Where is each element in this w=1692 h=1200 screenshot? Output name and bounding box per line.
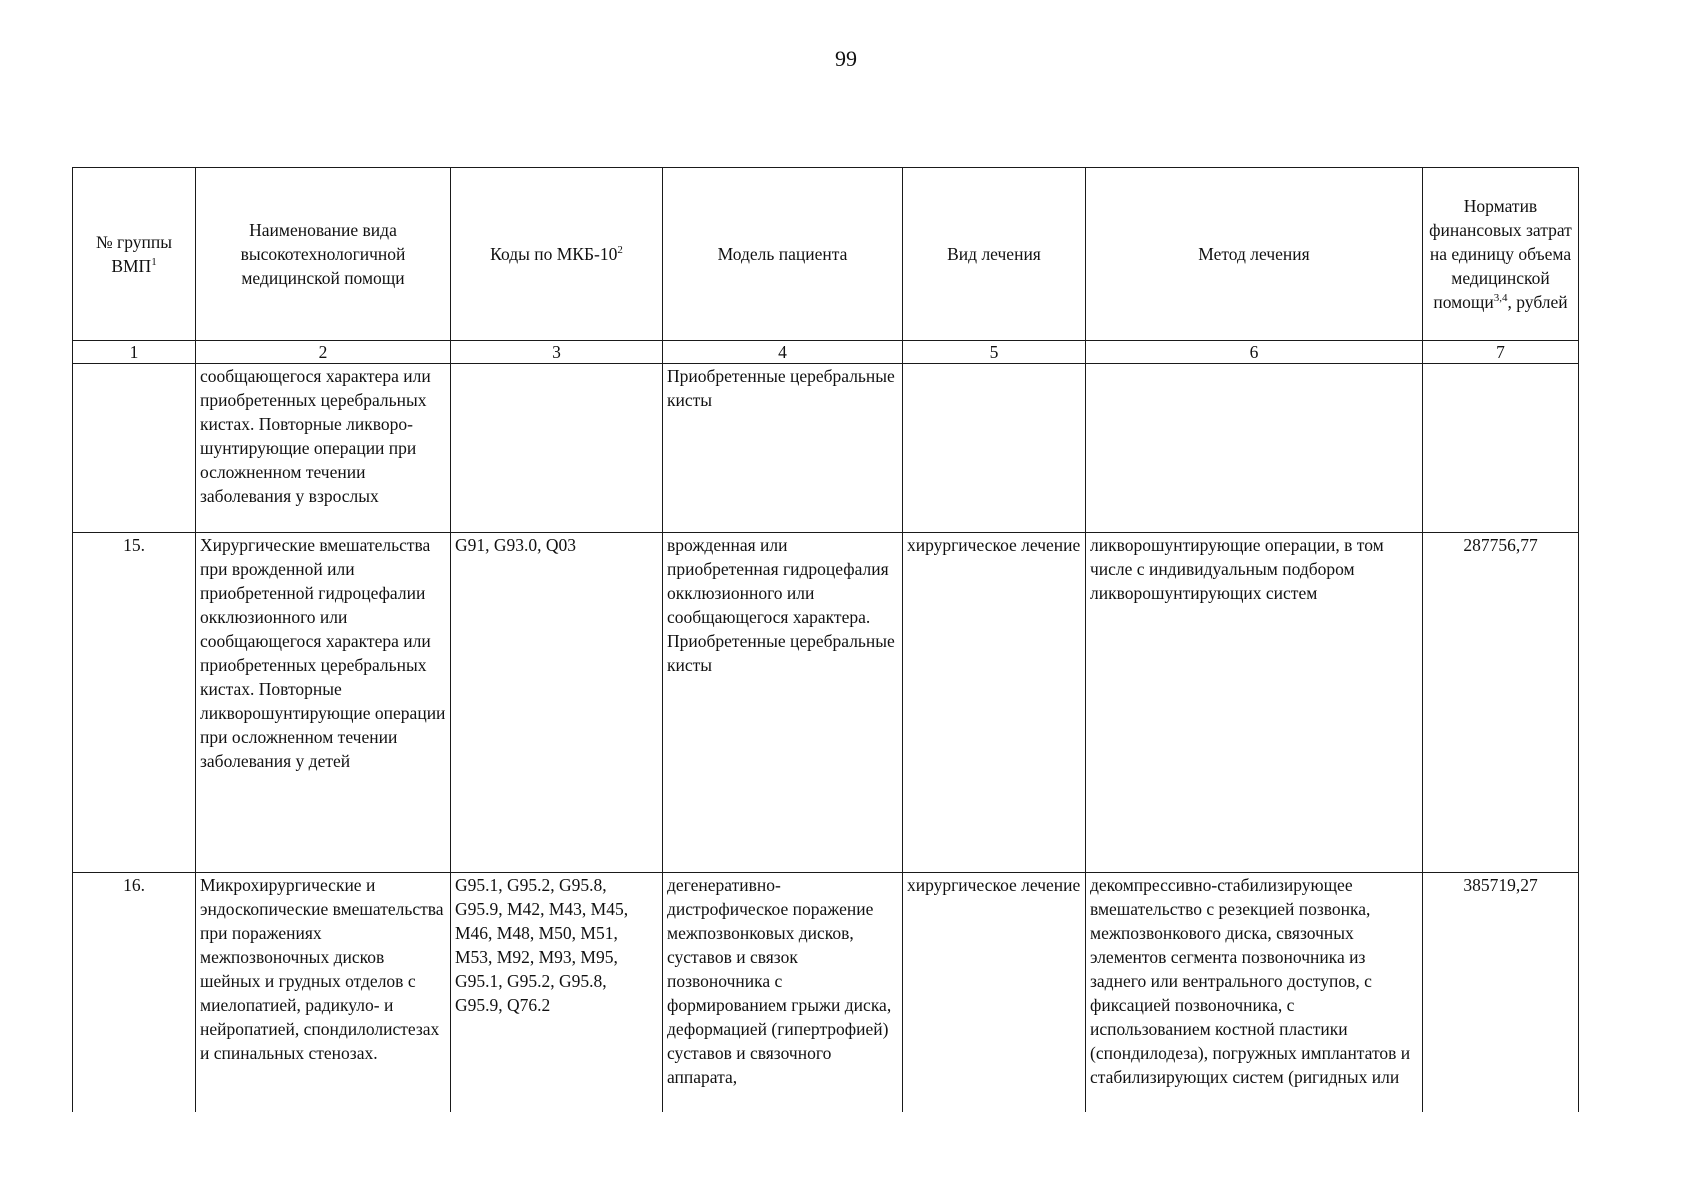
cell-treatment bbox=[903, 364, 1086, 533]
column-number: 2 bbox=[196, 341, 451, 364]
column-numbers-row bbox=[73, 341, 1579, 364]
cell-model: Приобретенные церебральные кисты bbox=[663, 364, 903, 533]
header-model: Модель пациента bbox=[663, 168, 903, 341]
cell-treatment: хирургическое лечение bbox=[903, 873, 1086, 1113]
page-number: 99 bbox=[835, 46, 857, 71]
header-treatment: Вид лечения bbox=[903, 168, 1086, 341]
cell-cost bbox=[1423, 364, 1579, 533]
cell-cost: 287756,77 bbox=[1423, 533, 1579, 873]
cell-name: Хирургические вмешательства при врожденной или приобретенной гидроцефалии окклюзионного или сообщающегося характера или приобретенных церебральных кистах. Повторные ликворошунтирующие операции при осложненном течении заболевания у детей bbox=[196, 533, 451, 873]
header-group: № группы ВМП$^1$ bbox=[73, 168, 196, 341]
header-codes: Коды по МКБ-$10^2$ bbox=[451, 168, 663, 341]
cell-group: 15. bbox=[73, 533, 196, 873]
cell-method bbox=[1086, 364, 1423, 533]
table-row bbox=[73, 873, 1579, 1113]
header-method: Метод лечения bbox=[1086, 168, 1423, 341]
cell-name: сообщающегося характера или приобретенных церебральных кистах. Повторные ликворо-шунтирующие операции при осложненном течении заболевания у взрослых bbox=[196, 364, 451, 533]
cell-model: врожденная или приобретенная гидроцефалия окклюзионного или сообщающегося характера. Приобретенные церебральные кисты bbox=[663, 533, 903, 873]
cell-name: Микрохирургические и эндоскопические вмешательства при поражениях межпозвоночных дисков шейных и грудных отделов с миелопатией, радикуло- и нейропатией, спондилолистезах и спинальных стенозах. bbox=[196, 873, 451, 1113]
cell-group bbox=[73, 364, 196, 533]
column-number: 6 bbox=[1086, 341, 1423, 364]
header-name: Наименование вида высокотехнологичной медицинской помощи bbox=[196, 168, 451, 341]
column-number: 7 bbox=[1423, 341, 1579, 364]
cell-codes: G95.1, G95.2, G95.8, G95.9, M42, M43, M45, M46, M48, M50, M51, M53, M92, M93, M95, G95.1, G95.2, G95.8, G95.9, Q76.2 bbox=[451, 873, 663, 1113]
cell-model: дегенеративно-дистрофическое поражение межпозвонковых дисков, суставов и связок позвоночника с формированием грыжи диска, деформацией (гипертрофией) суставов и связочного аппарата, bbox=[663, 873, 903, 1113]
column-number: 3 bbox=[451, 341, 663, 364]
cell-treatment: хирургическое лечение bbox=[903, 533, 1086, 873]
cell-method: ликворошунтирующие операции, в том числе с индивидуальным подбором ликворошунтирующих систем bbox=[1086, 533, 1423, 873]
header-cost: Норматив финансовых затрат на единицу объема медицинской помощи$^{3,4}$, рублей bbox=[1423, 168, 1579, 341]
cell-group: 16. bbox=[73, 873, 196, 1113]
table-row bbox=[73, 533, 1579, 873]
column-number: 4 bbox=[663, 341, 903, 364]
column-number: 5 bbox=[903, 341, 1086, 364]
cell-method: декомпрессивно-стабилизирующее вмешательство с резекцией позвонка, межпозвонкового диска, связочных элементов сегмента позвоночника из заднего или вентрального доступов, с фиксацией позвоночника, с использованием костной пластики (спондилодеза), погружных имплантатов и стабилизирующих систем (ригидных или bbox=[1086, 873, 1423, 1113]
table-row bbox=[73, 364, 1579, 533]
header-row bbox=[73, 168, 1579, 341]
cell-codes bbox=[451, 364, 663, 533]
column-number: 1 bbox=[73, 341, 196, 364]
cell-cost: 385719,27 bbox=[1423, 873, 1579, 1113]
cell-codes: G91, G93.0, Q03 bbox=[451, 533, 663, 873]
vmp-table bbox=[72, 167, 1579, 1112]
